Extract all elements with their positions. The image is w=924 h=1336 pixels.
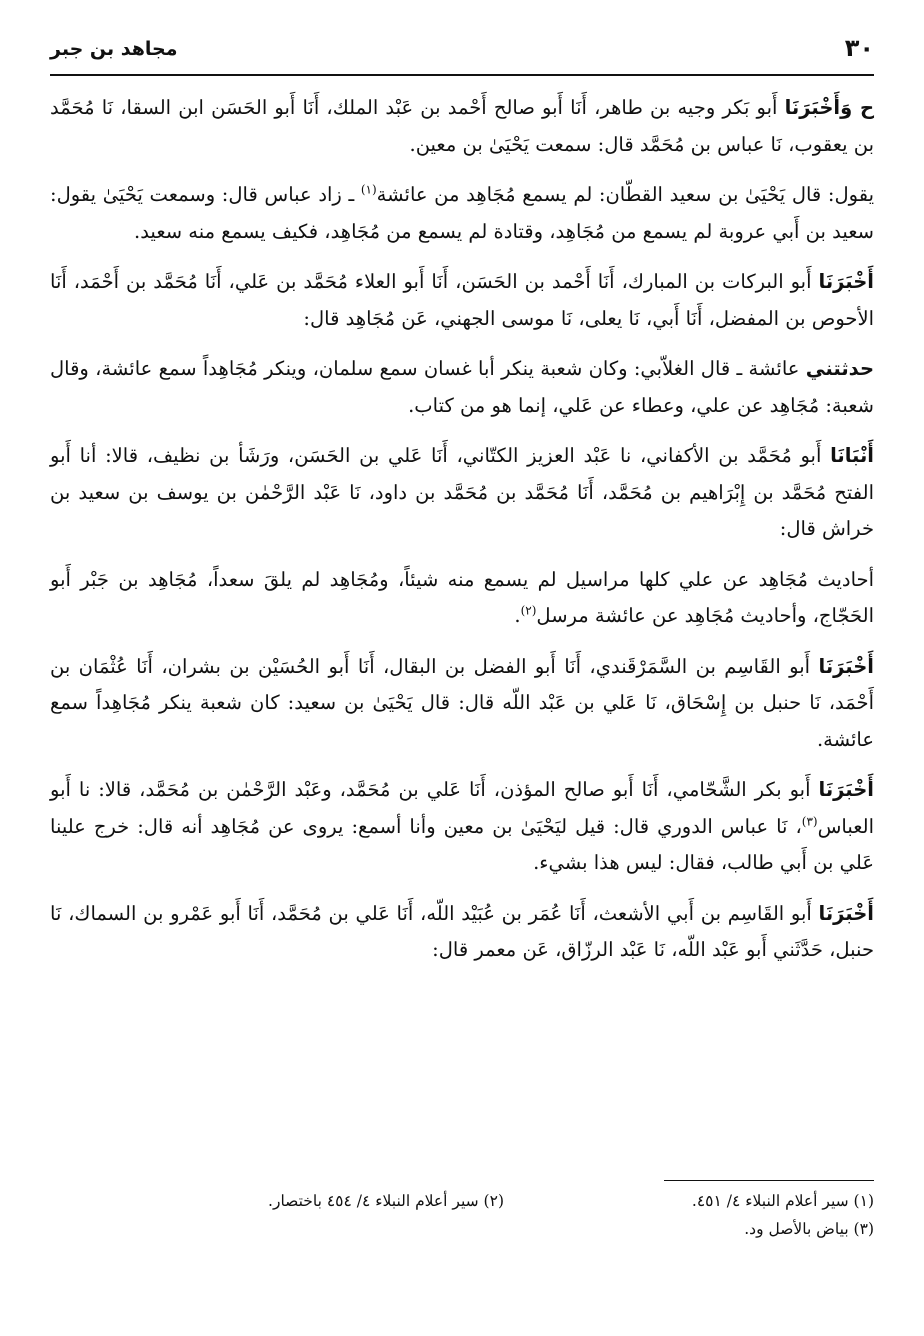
page-number: ٣٠ <box>844 34 874 62</box>
footnote-ref: (١) <box>360 182 377 197</box>
footnote-3: (٣) بياض بالأصل ود. <box>744 1220 874 1238</box>
paragraph-text: أَبو القَاسِم بن أَبي الأشعث، أَنَا عُمَر بن عُبَيْد اللّه، أَنَا عَلي بن مُحَمَّد، أَنَا أَبو عَمْرو بن السماك، نَا حنبل، حَدَّثَني أَبو عَبْد اللّه، نَا عَبْد الرزّاق، عَن معمر قال: <box>50 901 874 961</box>
footnotes <box>50 1180 874 1243</box>
paragraph-text: يقول: قال يَحْيَىٰ بن سعيد القطّان: لم يسمع مُجَاهِد من عائشة <box>376 183 875 206</box>
paragraph-lead: حدثتني <box>805 357 874 380</box>
paragraph-lead: أَخْبَرَنَا <box>818 270 874 293</box>
footnote-row <box>50 1215 874 1243</box>
book-page <box>50 30 874 1320</box>
footnote-1: (١) سير أعلام النبلاء ٤/ ٤٥١. <box>691 1192 874 1210</box>
footnote-ref: (٢) <box>520 603 537 618</box>
paragraph <box>50 177 874 250</box>
footnote-row <box>50 1187 874 1215</box>
paragraph-text: أَبو مُحَمَّد بن الأكفاني، نا عَبْد العزيز الكتّاني، أَنَا عَلي بن الحَسَن، ورَشَأ بن نظيف، قالا: أنا أَبو الفتح مُحَمَّد بن إِبْرَاهيم بن مُحَمَّد، أَنَا مُحَمَّد بن مُحَمَّد بن داود، نَا عَبْد الرَّحْمٰن بن يوسف بن سعيد بن خراش قال: <box>50 444 874 540</box>
paragraph-lead: ح وَأَخْبَرَنَا <box>784 96 875 119</box>
paragraph-text-after: ، نَا عباس الدوري قال: قيل ليَحْيَىٰ بن معين وأنا أسمع: يروى عن مُجَاهِد أنه قال: خرج علينا عَلي بن أَبي طالب، فقال: ليس هذا بشيء. <box>50 814 874 874</box>
paragraph <box>50 438 874 548</box>
paragraph-lead: أَنْبَانَا <box>830 444 874 467</box>
paragraph <box>50 562 874 635</box>
paragraph-lead: أَخْبَرَنَا <box>818 778 874 801</box>
paragraph <box>50 351 874 424</box>
footnote-2: (٢) سير أعلام النبلاء ٤/ ٤٥٤ باختصار. <box>268 1192 504 1210</box>
paragraph-text: أحاديث مُجَاهِد عن علي كلها مراسيل لم يسمع منه شيئاً، ومُجَاهِد لم يلقَ سعداً، مُجَاهِد بن جَبْر أَبو الحَجّاج، وأحاديث مُجَاهِد عن عائشة مرسل <box>50 567 874 627</box>
paragraph-text-after: . <box>514 604 521 627</box>
paragraph <box>50 896 874 969</box>
footnote-divider <box>664 1180 874 1181</box>
body-text <box>50 90 874 969</box>
paragraph-text-after: ـ زاد عباس قال: وسمعت يَحْيَىٰ يقول: سعيد بن أَبي عروبة لم يسمع من مُجَاهِد، وقتادة لم يسمع من مُجَاهِد، فكيف يسمع منه سعيد. <box>50 183 874 243</box>
paragraph <box>50 264 874 337</box>
paragraph <box>50 90 874 163</box>
paragraph-text: أَبو بَكر وجيه بن طاهر، أَنَا أَبو صالح أَحْمد بن عَبْد الملك، أَنَا أَبو الحَسَن ابن السقا، نَا مُحَمَّد بن يعقوب، نَا عباس بن مُحَمَّد قال: سمعت يَحْيَىٰ بن معين. <box>50 96 874 156</box>
paragraph-text: أَبو القَاسِم بن السَّمَرْقَندي، أَنَا أَبو الفضل بن البقال، أَنَا أَبو الحُسَيْن بن بشران، أَنَا عُثْمَان بن أَحْمَد، نَا حنبل بن إِسْحَاق، نَا عَلي بن عَبْد اللّه قال: قال يَحْيَىٰ بن سعيد: كان شعبة ينكر مُجَاهِداً سمع عائشة. <box>50 654 874 751</box>
paragraph-text: أَبو بكر الشَّحّامي، أَنَا أَبو صالح المؤذن، أَنَا عَلي بن مُحَمَّد، وعَبْد الرَّحْمٰن بن مُحَمَّد، قالا: نا أَبو العباس <box>50 778 874 838</box>
paragraph-text: عائشة ـ قال الغلاّبي: وكان شعبة ينكر أبا غسان سمع سلمان، وينكر مُجَاهِداً سمع عائشة، وقال شعبة: مُجَاهِد عن علي، وعطاء عن عَلي، إنما هو من كتاب. <box>50 357 874 417</box>
paragraph <box>50 772 874 882</box>
running-title: مجاهد بن جبر <box>50 38 178 60</box>
paragraph-lead: أَخْبَرَنَا <box>818 901 874 925</box>
paragraph <box>50 649 874 759</box>
paragraph-lead: أَخْبَرَنَا <box>818 654 874 678</box>
footnote-ref: (٣) <box>801 814 818 828</box>
paragraph-text: أَبو البركات بن المبارك، أَنَا أَحْمد بن الحَسَن، أَنَا أَبو العلاء مُحَمَّد بن عَلي، أَنَا مُحَمَّد بن أَحْمَد، أَنَا الأحوص بن المفضل، أَنَا أَبي، نَا يعلى، نَا موسى الجهني، عَن مُجَاهِد قال: <box>50 270 874 330</box>
page-header <box>50 30 874 76</box>
